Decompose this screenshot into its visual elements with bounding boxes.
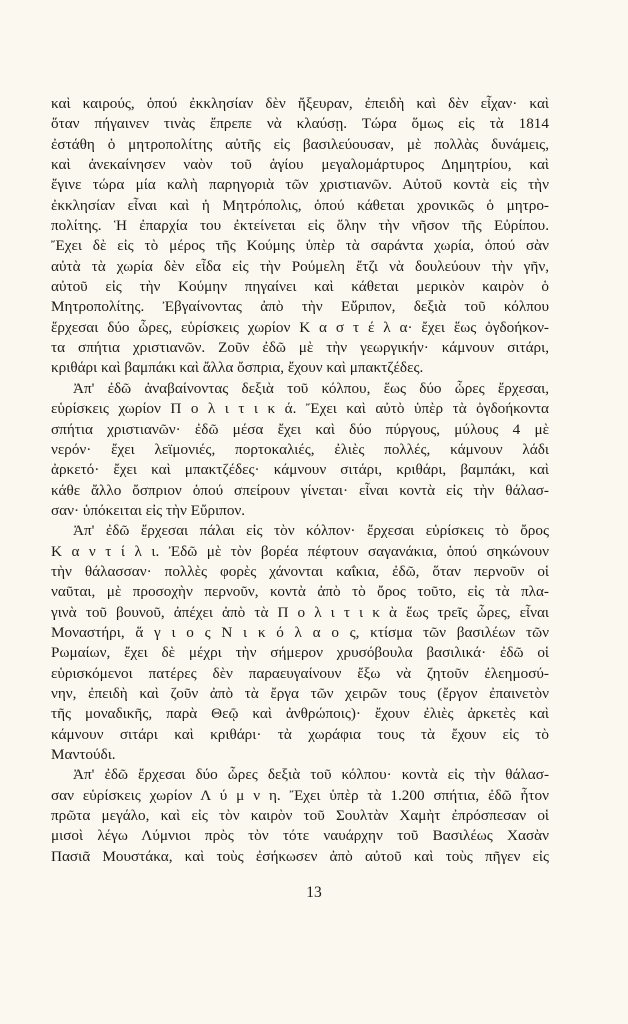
text-line: ὅταν πήγαινεν τινὰς ἔπρεπε νὰ κλαύσῃ. Τώρα ὅμως εἰς τὰ 1814: [51, 115, 549, 133]
text-line: σπήτια χριστιανῶν· ἐδῶ μέσα ἔχει καὶ δύο πύργους, μύλους 4 μὲ: [51, 420, 549, 438]
text-line: νην, ἐπειδὴ καὶ ζοῦν ἀπὸ τὰ ἔργα τῶν χειρῶν τους (ἔργον ἐπαινετὸν: [51, 684, 549, 702]
text-line: ἔγινε τώρα μία καλὴ παρηγοριὰ τῶν χριστιανῶν. Αὐτοῦ κοντὰ εἰς τὴν: [51, 176, 549, 194]
text-line: Μοναστήρι, ἅ γ ι ο ς Ν ι κ ό λ α ο ς, κτίσμα τῶν βασιλέων τῶν: [51, 623, 549, 641]
text-line: Ἔχει δὲ εἰς τὸ μέρος τῆς Κούμης ὑπὲρ τὰ σαράντα χωρία, ὁπού σὰν: [51, 237, 549, 255]
paragraph: [51, 94, 549, 379]
text-line: ἐστάθη ὁ μητροπολίτης αὐτῆς εἰς βασιλεύουσαν, μὲ πολλὰς δυνάμεις,: [51, 135, 549, 153]
text-line: αὐτὰ τὰ χωρία δὲν εἶδα εἰς τὴν Ρούμελη ἔτζι νὰ δουλεύουν τὴν γῆν,: [51, 257, 549, 275]
text-line: τῆς μοναδικῆς, παρὰ Θεῷ καὶ ἀνθρώποις)· ἔχουν ἐλιὲς ἀρκετὲς καὶ: [51, 705, 549, 723]
text-line: κάθε ἄλλο ὄσπριον ὁπού σπείρουν γίνεται· εἶναι κοντὰ εἰς τὴν θάλασ-: [51, 481, 549, 499]
text-line: Πασιᾶ Μουστάκα, καὶ τοὺς ἐσήκωσεν ἀπὸ αὐτοῦ καὶ τοὺς πῆγεν εἰς: [51, 847, 549, 865]
text-line: Μαντούδι.: [51, 746, 116, 763]
paragraph: [51, 765, 549, 867]
text-line: πρῶτα μεγάλο, καὶ εἰς τὸν καιρὸν τοῦ Σουλτὰν Χαμὴτ ἐπρόσπεσαν οἱ: [51, 807, 549, 825]
text-line: σαν εὑρίσκεις χωρίον Λ ύ μ ν η. Ἔχει ὑπὲρ τὰ 1.200 σπήτια, ἐδῶ ἦτον: [51, 786, 549, 804]
text-line: αὐτοῦ εἰς τὴν Κούμην πηγαίνει καὶ κάθεται μερικὸν καιρὸν ὁ: [51, 278, 549, 296]
paragraph: [51, 521, 549, 765]
text-line: κριθάρι καὶ βαμπάκι καὶ ἄλλα ὄσπρια, ἔχουν καὶ μπακτζέδες.: [51, 359, 424, 377]
text-line: σαν· ὑπόκειται εἰς τὴν Εὔριπον.: [51, 501, 246, 519]
text-line: ἀρκετό· ἔχει καὶ μπακτζέδες· κάμνουν σιτάρι, κριθάρι, βαμπάκι, καὶ: [51, 461, 549, 479]
text-line: καὶ ἀνεκαίνησεν ναὸν τοῦ ἁγίου μεγαλομάρτυρος Δημητρίου, καὶ: [51, 156, 549, 174]
text-line: Ἀπ' ἐδῶ ἔρχεσαι δύο ὧρες δεξιὰ τοῦ κόλπου· κοντὰ εἰς τὴν θάλασ-: [73, 766, 549, 784]
text-line: Κ α ν τ ί λ ι. Ἐδῶ μὲ τὸν βορέα πέφτουν σαγανάκια, ὁπού σηκώνουν: [51, 542, 549, 560]
text-line: κάμνουν σιτάρι καὶ κριθάρι· τὰ χωράφια τους τὰ ἔχουν εἰς τὸ: [51, 725, 549, 743]
text-line: τὴν θάλασσαν· πολλὲς φορὲς χάνονται καΐκια, ἐδῶ, ὅταν περνοῦν οἱ: [51, 562, 549, 580]
body-text: [51, 94, 549, 867]
text-line: ἔρχεσαι δύο ὧρες, εὑρίσκεις χωρίον Κ α σ τ έ λ α· ἔχει ἕως ὀγδοήκον-: [51, 318, 549, 336]
text-line: εὑρισκόμενοι πατέρες δὲν παραευγαίνουν ἔξω νὰ ζητοῦν ἐλεημοσύ-: [51, 664, 549, 682]
text-line: μισοὶ λέγω Λύμνιοι πρὸς τὸν τότε ναυάρχην τοῦ Βασιλέως Χασὰν: [51, 827, 549, 845]
text-line: εὑρίσκεις χωρίον Π ο λ ι τ ι κ ά. Ἔχει καὶ αὐτὸ ὑπὲρ τὰ ὀγδοήκοντα: [51, 400, 549, 418]
text-line: Ἀπ' ἐδῶ ἔρχεσαι πάλαι εἰς τὸν κόλπον· ἔρχεσαι εὑρίσκεις τὸ ὄρος: [73, 522, 549, 540]
text-line: ἐκκλησίαν εἶναι καὶ ἡ Μητρόπολις, ὁπού κάθεται χρονικῶς ὁ μητρο-: [51, 196, 549, 214]
text-line: καὶ καιρούς, ὁπού ἐκκλησίαν δὲν ἤξευραν, ἐπειδὴ καὶ δὲν εἶχαν· καὶ: [51, 95, 549, 112]
text-line: Μητροπολίτης. Ἐβγαίνοντας ἀπὸ τὴν Εὔριπον, δεξιὰ τοῦ κόλπου: [51, 298, 549, 316]
text-line: Ρωμαίων, ἔχει δὲ μέχρι τὴν σήμερον χρυσόβουλα βασιλικά· ἐδῶ οἱ: [51, 644, 549, 662]
text-line: πολίτης. Ἡ ἐπαρχία του ἐκτείνεται εἰς ὅλην τὴν νῆσον τῆς Εὐρίπου.: [51, 217, 549, 235]
text-line: τα σπήτια χριστιανῶν. Ζοῦν ἐδῶ μὲ τὴν γεωργικήν· κάμνουν σιτάρι,: [51, 339, 549, 357]
text-line: Ἀπ' ἐδῶ ἀναβαίνοντας δεξιὰ τοῦ κόλπου, ἕως δύο ὧρες ἔρχεσαι,: [73, 379, 549, 397]
text-line: ναῦται, μὲ προσοχὴν περνοῦν, κοντὰ ἀπὸ τὸ ὄρος τοῦτο, εἰς τὰ πλα-: [51, 583, 549, 601]
text-line: νερόν· ἔχει λεϊμονιές, πορτοκαλιές, ἐλιὲς πολλές, κάμνουν λάδι: [51, 440, 549, 458]
text-line: γινὰ τοῦ βουνοῦ, ἀπέχει ἀπὸ τὰ Π ο λ ι τ ι κ ὰ ἕως τρεῖς ὧρες, εἶναι: [51, 603, 549, 621]
page-number: 13: [306, 884, 322, 901]
paragraph: [51, 379, 549, 521]
